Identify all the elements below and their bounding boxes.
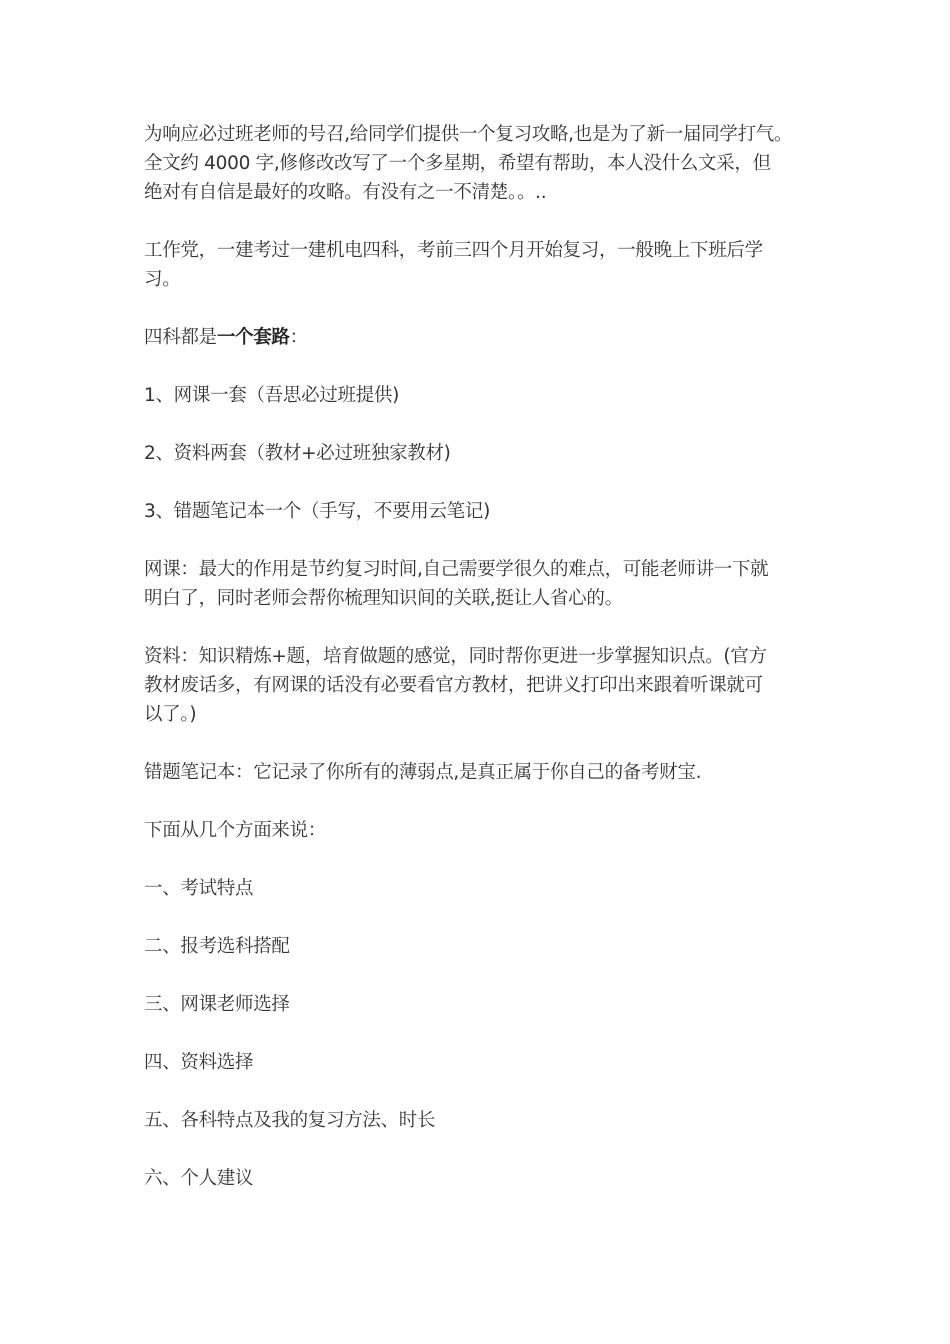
online-course-line-1: 网课：最大的作用是节约复习时间,自己需要学很久的难点，可能老师讲一下就	[144, 559, 769, 580]
routine-suffix: ：	[289, 327, 308, 348]
online-course-paragraph	[144, 555, 812, 613]
outline-intro: 下面从几个方面来说：	[144, 820, 327, 841]
materials-line-2: 教材废话多，有网课的话没有必要看官方教材，把讲义打印出来跟着听课就可	[144, 675, 763, 696]
materials-line-3: 以了。)	[144, 704, 197, 725]
background-line-1: 工作党，一建考过一建机电四科，考前三四个月开始复习，一般晚上下班后学	[144, 240, 763, 261]
outline-item-1: 一、考试特点	[144, 878, 254, 899]
materials-paragraph	[144, 642, 812, 729]
list-item-2: 2、资料两套（教材+必过班独家教材)	[144, 443, 451, 464]
outline-item-4: 四、资料选择	[144, 1052, 254, 1073]
background-paragraph	[144, 236, 812, 294]
outline-item-3: 三、网课老师选择	[144, 994, 290, 1015]
online-course-line-2: 明白了，同时老师会帮你梳理知识间的关联,挺让人省心的。	[144, 588, 623, 609]
background-line-2: 习。	[144, 269, 181, 290]
intro-line-3: 绝对有自信是最好的攻略。有没有之一不清楚。。..	[144, 182, 547, 203]
routine-prefix: 四科都是	[144, 327, 217, 348]
outline-item-5: 五、各科特点及我的复习方法、时长	[144, 1110, 436, 1131]
routine-paragraph	[144, 323, 812, 352]
document-body	[144, 120, 812, 1222]
materials-line-1: 资料：知识精炼+题，培育做题的感觉，同时帮你更进一步掌握知识点。(官方	[144, 646, 767, 667]
list-item-3: 3、错题笔记本一个（手写，不要用云笔记)	[144, 501, 490, 522]
list-item-1: 1、网课一套（吾思必过班提供)	[144, 385, 399, 406]
notebook-paragraph: 错题笔记本：它记录了你所有的薄弱点,是真正属于你自己的备考财宝.	[144, 762, 702, 783]
outline-item-6: 六、个人建议	[144, 1168, 254, 1189]
outline-item-2: 二、报考选科搭配	[144, 936, 290, 957]
routine-bold-text: 一个套路	[216, 327, 290, 348]
intro-line-1: 为响应必过班老师的号召,给同学们提供一个复习攻略,也是为了新一届同学打气。	[144, 124, 793, 145]
intro-paragraph	[144, 120, 812, 207]
intro-line-2: 全文约 4000 字,修修改改写了一个多星期，希望有帮助，本人没什么文采，但	[144, 153, 771, 174]
